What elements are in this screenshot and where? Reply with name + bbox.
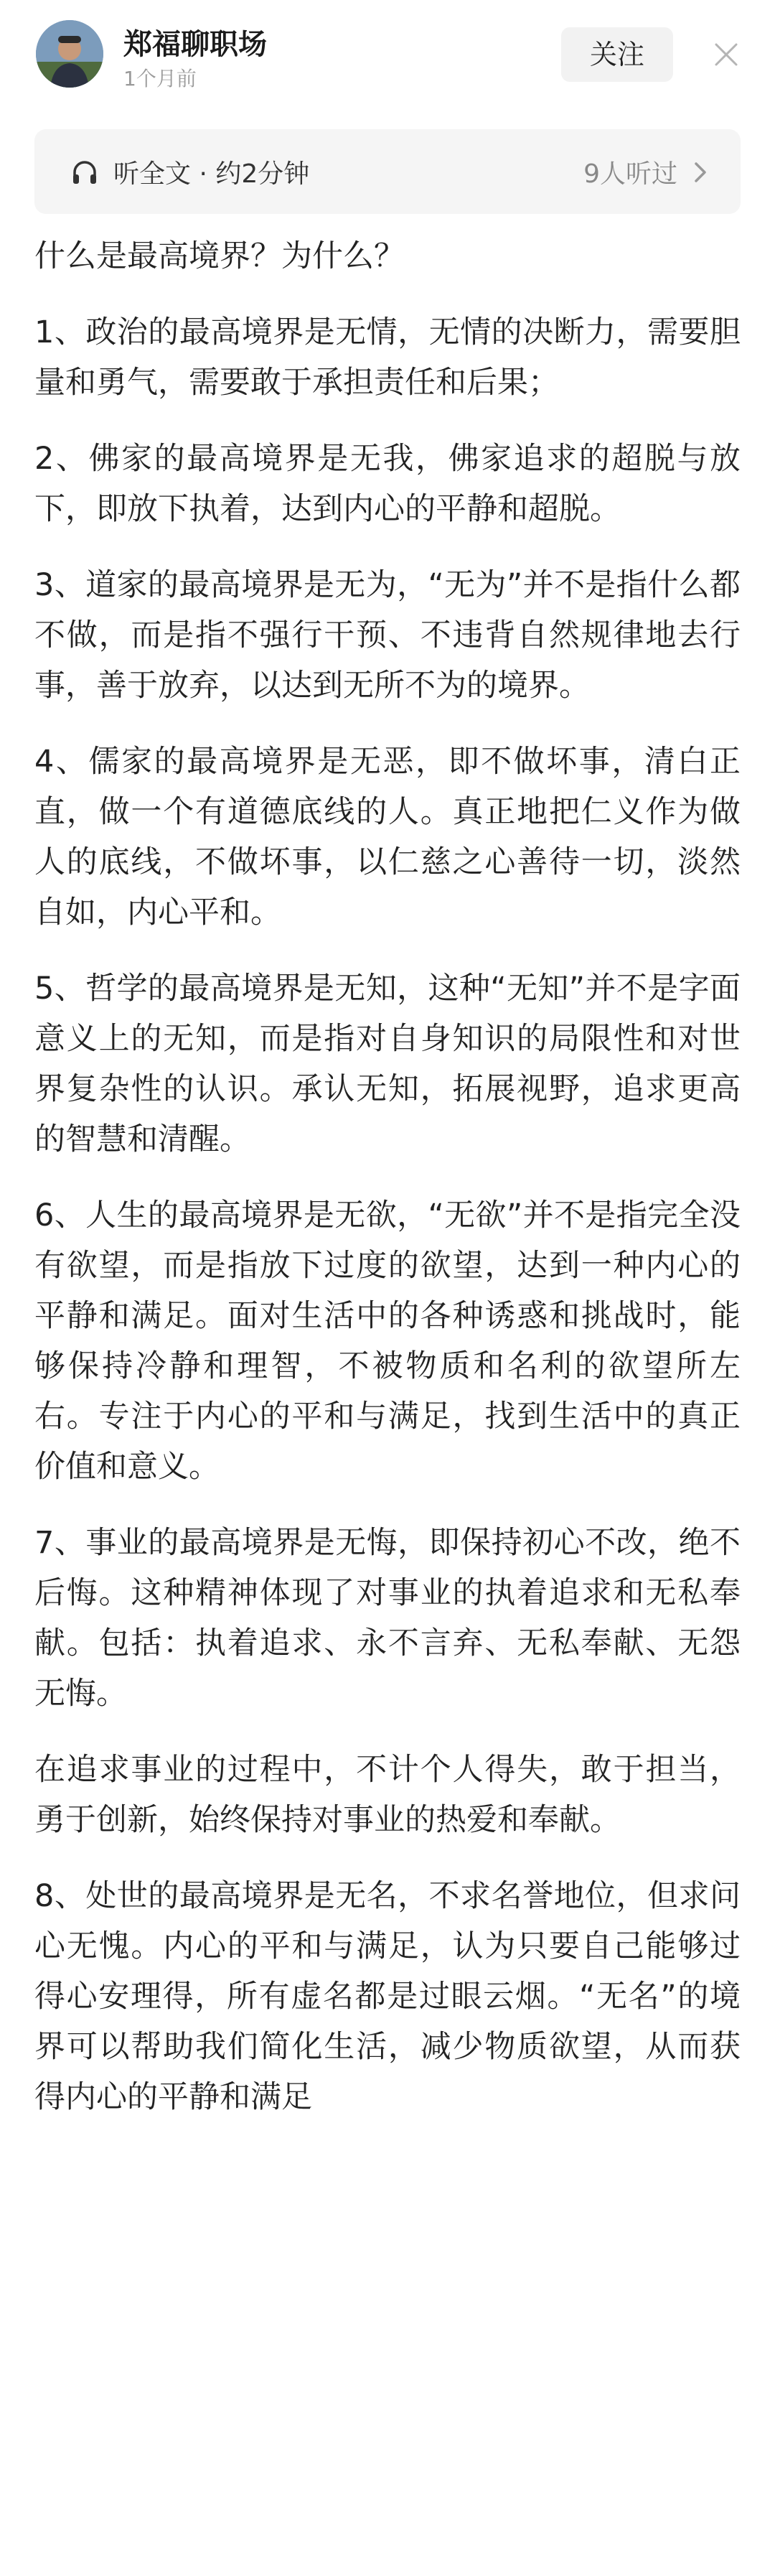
article-paragraph: 2、佛家的最高境界是无我，佛家追求的超脱与放下，即放下执着，达到内心的平静和超脱。 xyxy=(34,441,741,527)
article-paragraph: 5、哲学的最高境界是无知，这种“无知”并不是字面意义上的无知，而是指对自身知识的局限性和对世界复杂性的认识。承认无知，拓展视野，追求更高的智慧和清醒。 xyxy=(34,971,741,1157)
avatar[interactable] xyxy=(36,20,103,88)
article-paragraph: 1、政治的最高境界是无情，无情的决断力，需要胆量和勇气，需要敢于承担责任和后果； xyxy=(34,314,741,401)
avatar-image xyxy=(36,20,103,88)
article-body xyxy=(34,231,741,2148)
headphones-icon xyxy=(70,158,99,187)
article-paragraph: 8、处世的最高境界是无名，不求名誉地位，但求问心无愧。内心的平和与满足，认为只要自己能够过得心安理得，所有虚名都是过眼云烟。“无名”的境界可以帮助我们简化生活，减少物质欲望，从而获得内心的平静和满足 xyxy=(34,1878,741,2115)
article-paragraph: 4、儒家的最高境界是无恶，即不做坏事，清白正直，做一个有道德底线的人。真正地把仁义作为做人的底线，不做坏事，以仁慈之心善待一切，淡然自如，内心平和。 xyxy=(34,744,741,930)
article-paragraph: 在追求事业的过程中，不计个人得失，敢于担当，勇于创新，始终保持对事业的热爱和奉献。 xyxy=(34,1752,741,1838)
article-paragraph: 6、人生的最高境界是无欲，“无欲”并不是指完全没有欲望，而是指放下过度的欲望，达到一种内心的平静和满足。面对生活中的各种诱惑和挑战时，能够保持冷静和理智，不被物质和名利的欲望所左右。专注于内心的平和与满足，找到生活中的真正价值和意义。 xyxy=(34,1198,741,1485)
article-paragraph: 7、事业的最高境界是无悔，即保持初心不改，绝不后悔。这种精神体现了对事业的执着追求和无私奉献。包括：执着追求、永不言弃、无私奉献、无怨无悔。 xyxy=(34,1525,741,1712)
follow-button[interactable]: 关注 xyxy=(561,27,673,82)
author-name[interactable]: 郑福聊职场 xyxy=(123,28,267,61)
chevron-right-icon xyxy=(692,159,709,185)
listen-count: 9人听过 xyxy=(583,159,677,189)
article-paragraph: 什么是最高境界？为什么？ xyxy=(34,238,405,274)
listen-full-text-bar[interactable] xyxy=(34,129,741,214)
post-header xyxy=(0,0,775,108)
close-icon[interactable] xyxy=(712,40,741,69)
article-paragraph: 3、道家的最高境界是无为，“无为”并不是指什么都不做，而是指不强行干预、不违背自然规律地去行事，善于放弃，以达到无所不为的境界。 xyxy=(34,567,741,704)
post-time: 1个月前 xyxy=(123,67,197,90)
listen-label: 听全文 · 约2分钟 xyxy=(113,159,310,189)
